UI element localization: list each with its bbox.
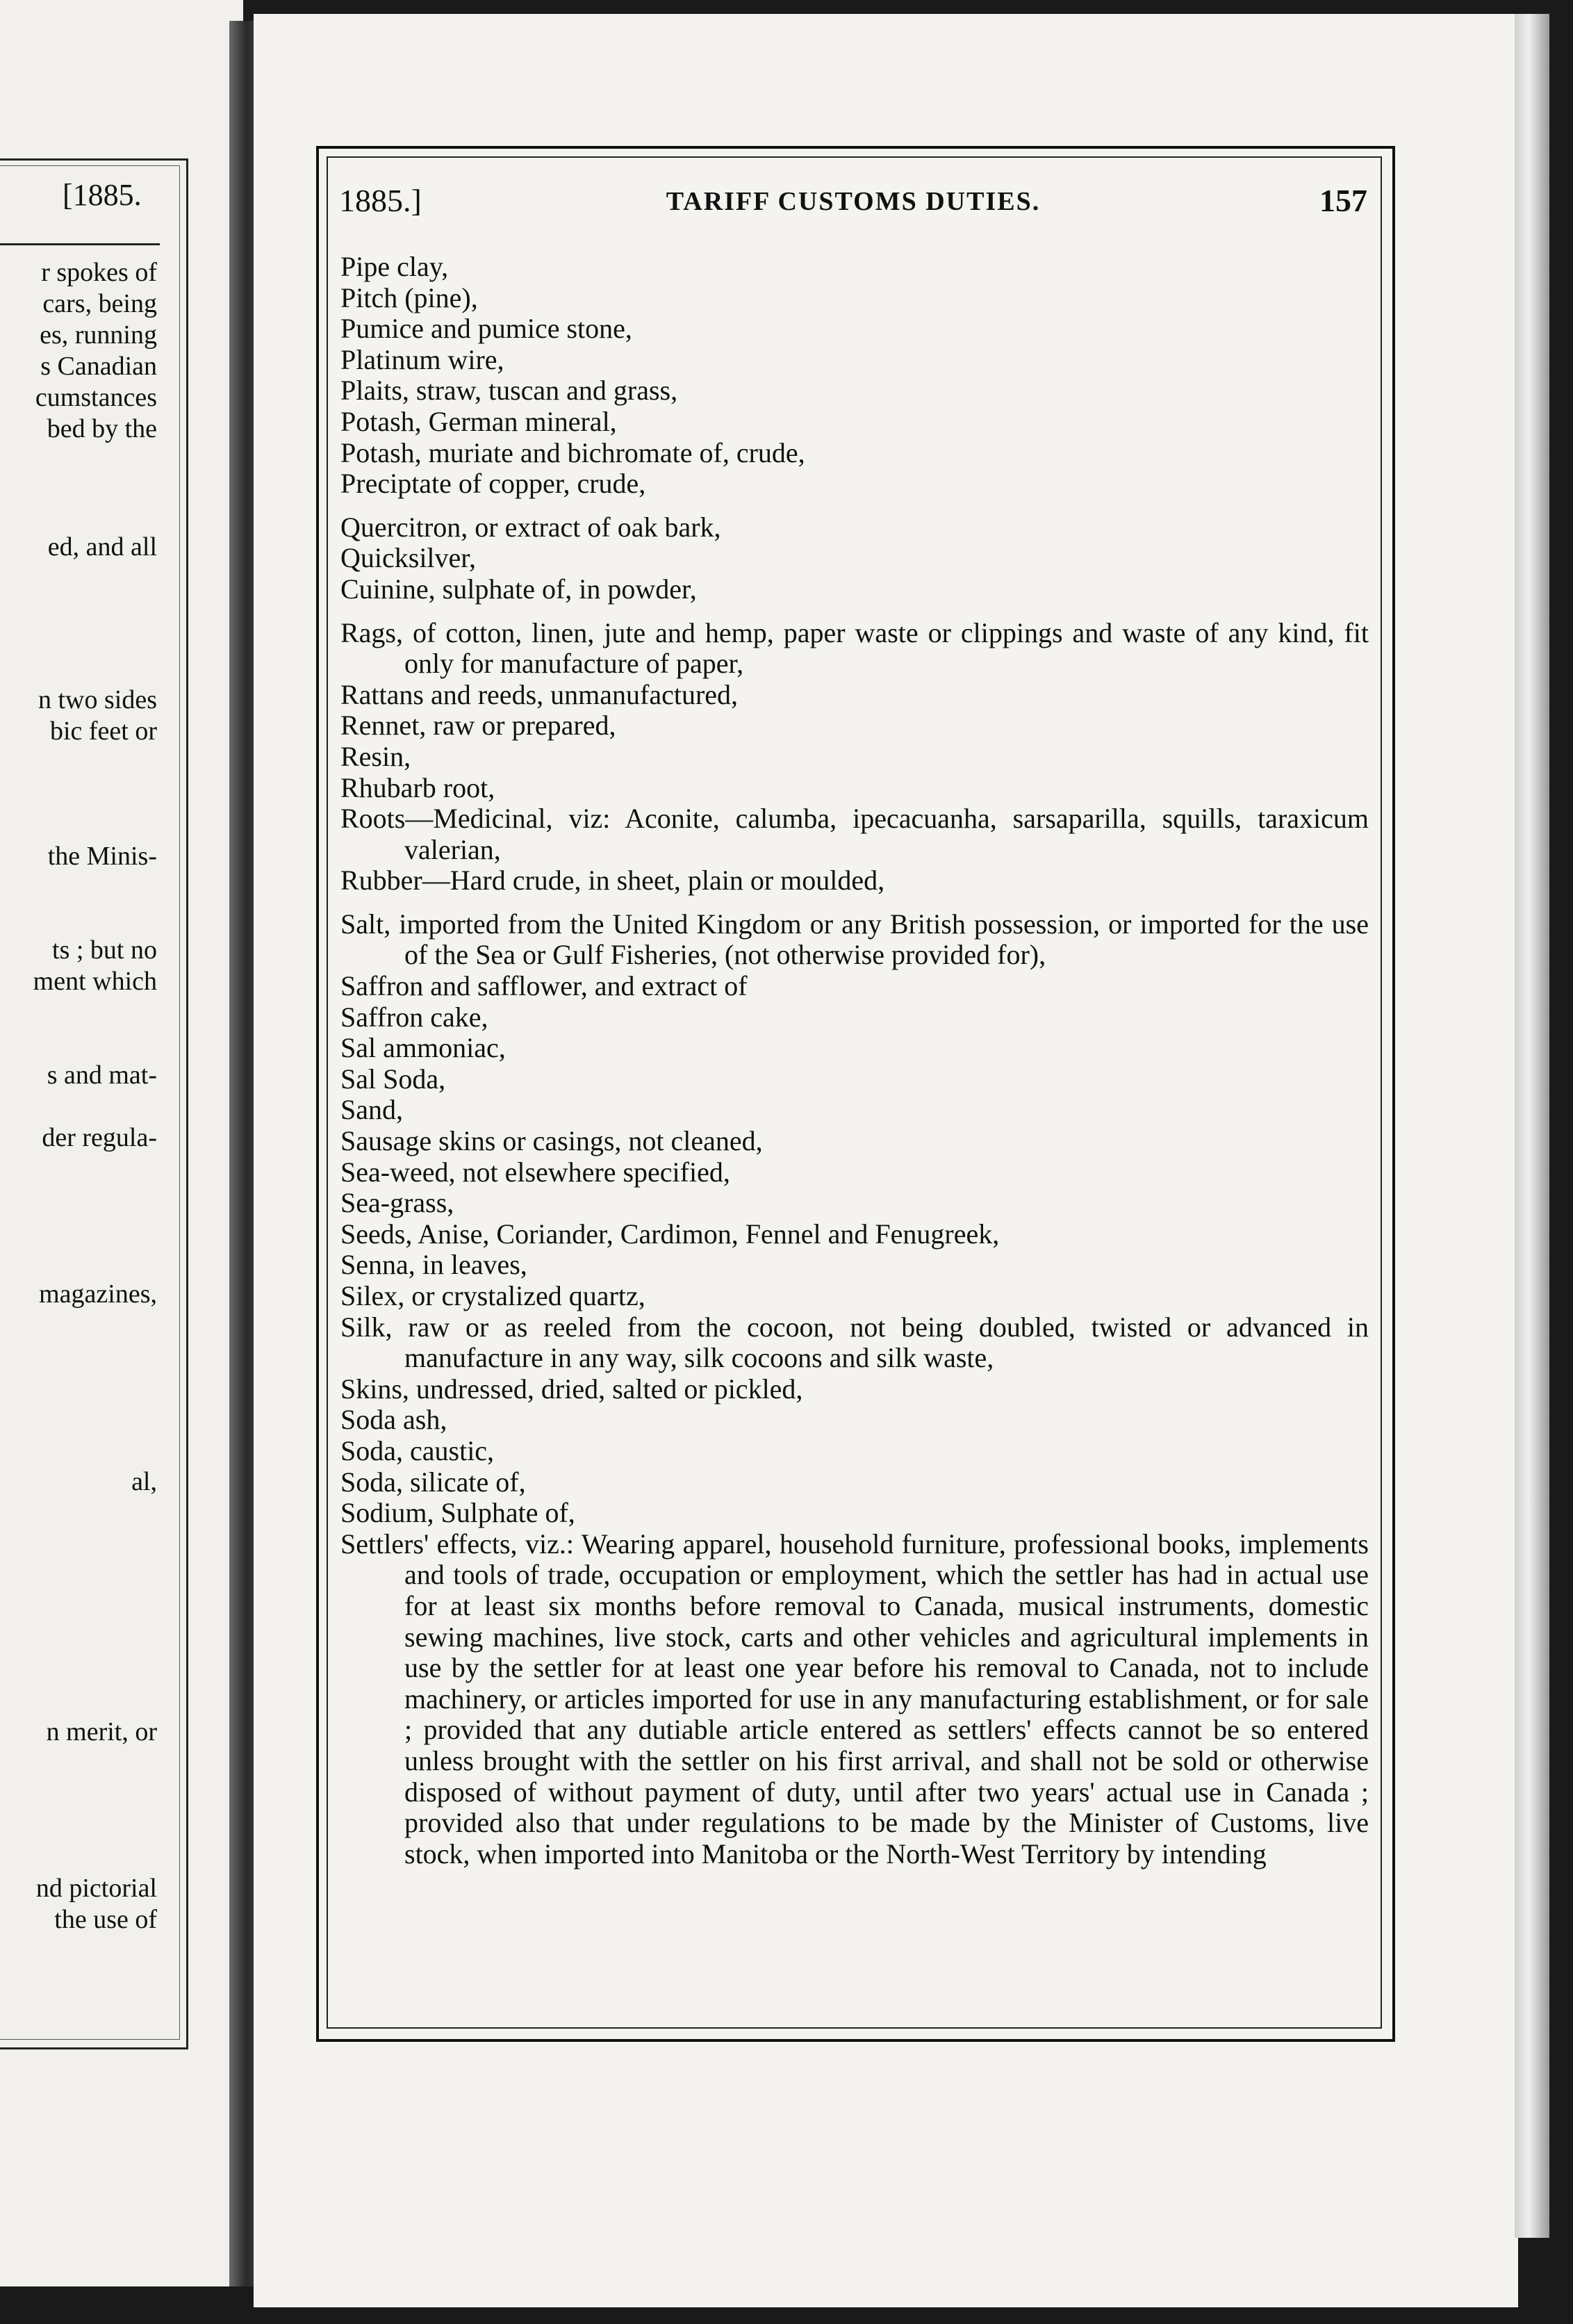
- book-spine: [229, 21, 257, 2286]
- left-page-fragment: ment which: [33, 967, 157, 996]
- left-page-fragment: the Minis-: [47, 842, 157, 871]
- left-page-fragment: al,: [131, 1467, 157, 1496]
- tariff-entry: Sand,: [340, 1094, 403, 1126]
- tariff-list: [340, 252, 1369, 1869]
- tariff-entry: Cuinine, sulphate of, in powder,: [340, 573, 697, 605]
- tariff-entry: Resin,: [340, 740, 411, 772]
- tariff-entry: Seeds, Anise, Coriander, Cardimon, Fennel and Fenugreek,: [340, 1218, 1000, 1250]
- left-page-fragment: ts ; but no: [52, 935, 157, 965]
- tariff-entry: Pitch (pine),: [340, 281, 478, 313]
- left-page-fragment: r spokes of: [41, 258, 157, 287]
- left-page-rule: [0, 243, 160, 245]
- tariff-entry: Saffron and safflower, and extract of: [340, 970, 748, 1002]
- tariff-entry: Rags, of cotton, linen, jute and hemp, paper waste or clippings and waste of any kind, fit only for manufacture of paper,: [340, 616, 1369, 680]
- left-page-fragment: n two sides: [38, 685, 157, 714]
- tariff-entry: Soda ash,: [340, 1404, 447, 1436]
- tariff-entry: Sea-grass,: [340, 1187, 454, 1219]
- tariff-entry: Senna, in leaves,: [340, 1249, 527, 1281]
- left-page-frame-inner: [0, 165, 180, 2040]
- tariff-entry: Soda, silicate of,: [340, 1466, 526, 1498]
- left-page-header: [1885.: [63, 178, 142, 212]
- left-page-fragment: cumstances: [35, 383, 157, 412]
- left-page-fragment: the use of: [54, 1905, 157, 1934]
- left-page-fragment: bed by the: [47, 414, 157, 443]
- header-year: 1885.]: [339, 183, 422, 218]
- tariff-entry: Preciptate of copper, crude,: [340, 468, 646, 500]
- page-number: 157: [1319, 183, 1367, 218]
- left-page-fragment: ed, and all: [47, 532, 157, 562]
- tariff-entry: Sodium, Sulphate of,: [340, 1497, 575, 1529]
- tariff-entry: Sausage skins or casings, not cleaned,: [340, 1125, 763, 1157]
- left-page-fragment: n merit, or: [46, 1717, 157, 1746]
- tariff-entry: Rennet, raw or prepared,: [340, 710, 616, 742]
- tariff-entry: Plaits, straw, tuscan and grass,: [340, 375, 678, 407]
- tariff-entry: Rubber—Hard crude, in sheet, plain or moulded,: [340, 865, 885, 897]
- tariff-entry: Settlers' effects, viz.: Wearing apparel, household furniture, professional books, implements and tools of trade, occupation or employment, which the settler has had in actual use for at least six months before removal to Canada, musical instruments, domestic sewing machines, live stock, carts and other vehicles and agricultural implements in use by the settler for at least one year before his removal to Canada, not to include machinery, or articles imported for use in any manufacturing establishment, or for sale ; provided that any dutiable article entered as settlers' effects cannot be so entered unless brought with the settler on his first arrival, and shall not be sold or otherwise disposed of without payment of duty, until after two years' actual use in Canada ; provided also that under regulations to be made by the Minister of Customs, live stock, when imported into Manitoba or the North-West Territory by intending: [340, 1528, 1369, 1869]
- tariff-entry: Pipe clay,: [340, 251, 449, 282]
- tariff-entry: Platinum wire,: [340, 343, 504, 375]
- left-page-fragment: bic feet or: [49, 717, 157, 746]
- tariff-entry: Sea-weed, not elsewhere specified,: [340, 1156, 730, 1188]
- left-page-fragment: es, running: [40, 320, 157, 350]
- tariff-entry: Rattans and reeds, unmanufactured,: [340, 678, 739, 710]
- tariff-entry: Rhubarb root,: [340, 771, 495, 803]
- tariff-entry: Roots—Medicinal, viz: Aconite, calumba, ipecacuanha, sarsaparilla, squills, taraxicum valerian,: [340, 803, 1369, 865]
- left-page-fragment: der regula-: [42, 1123, 157, 1152]
- tariff-entry: Pumice and pumice stone,: [340, 313, 632, 345]
- tariff-entry: Silex, or crystalized quartz,: [340, 1280, 645, 1311]
- left-page-fragment: nd pictorial: [35, 1874, 157, 1903]
- tariff-entry: Quicksilver,: [340, 542, 477, 574]
- tariff-entry: Soda, caustic,: [340, 1434, 495, 1466]
- tariff-entry: Potash, German mineral,: [340, 405, 617, 437]
- tariff-entry: Saffron cake,: [340, 1001, 488, 1033]
- tariff-entry: Skins, undressed, dried, salted or pickled,: [340, 1373, 803, 1405]
- left-page-fragment: magazines,: [39, 1279, 157, 1309]
- tariff-entry: Sal Soda,: [340, 1063, 446, 1095]
- left-page: [0, 0, 243, 2286]
- tariff-entry: Silk, raw or as reeled from the cocoon, not being doubled, twisted or advanced in manufacture in any way, silk cocoons and silk waste,: [340, 1311, 1369, 1374]
- left-page-fragment: s Canadian: [40, 352, 157, 381]
- running-header: [339, 182, 1367, 224]
- left-page-fragment: s and mat-: [47, 1061, 157, 1090]
- tariff-entry: Quercitron, or extract of oak bark,: [340, 511, 721, 543]
- tariff-entry: Salt, imported from the United Kingdom or any British possession, or imported for the use of the Sea or Gulf Fisheries, (not otherwise provided for),: [340, 908, 1369, 971]
- header-title: TARIFF CUSTOMS DUTIES.: [666, 187, 1041, 216]
- left-page-fragment: cars, being: [42, 289, 157, 318]
- tariff-entry: Sal ammoniac,: [340, 1032, 506, 1064]
- page-edge: [1515, 14, 1549, 2238]
- tariff-entry: Potash, muriate and bichromate of, crude,: [340, 436, 805, 468]
